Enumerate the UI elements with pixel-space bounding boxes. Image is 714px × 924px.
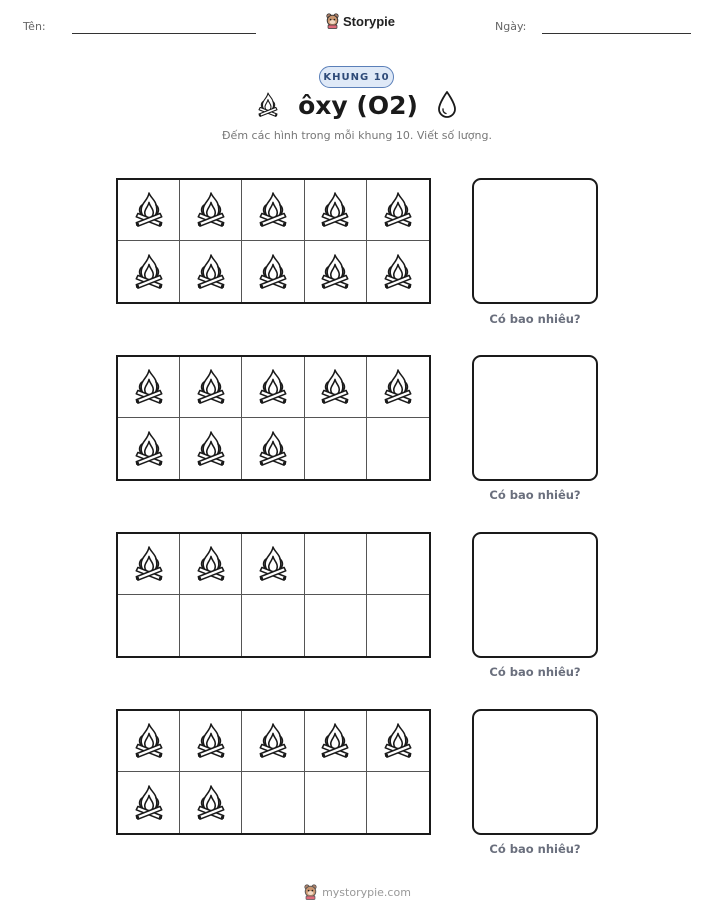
campfire-icon: [318, 252, 352, 292]
frame-cell: [180, 180, 242, 241]
campfire-icon: [132, 190, 166, 230]
storypie-mascot-icon: [303, 884, 318, 900]
ten-frame-4: [116, 709, 431, 835]
campfire-icon: [194, 367, 228, 407]
campfire-icon: [318, 721, 352, 761]
frame-cell: [118, 180, 180, 241]
frame-cell: [118, 357, 180, 418]
campfire-icon: [194, 252, 228, 292]
frame-cell: [242, 241, 304, 302]
campfire-icon: [256, 721, 290, 761]
campfire-icon: [194, 429, 228, 469]
frame-cell: [367, 595, 429, 656]
ten-frame-3: [116, 532, 431, 658]
frame-cell: [242, 357, 304, 418]
frame-cell: [118, 418, 180, 479]
instructions: Đếm các hình trong mỗi khung 10. Viết số lượng.: [222, 129, 492, 142]
frame-cell: [118, 241, 180, 302]
date-field[interactable]: [542, 33, 691, 34]
frame-cell: [367, 534, 429, 595]
frame-cell: [305, 241, 367, 302]
brand-name: Storypie: [343, 13, 396, 29]
campfire-icon: [318, 190, 352, 230]
frame-cell: [305, 180, 367, 241]
frame-cell: [180, 241, 242, 302]
frame-cell: [305, 711, 367, 772]
answer-box-2[interactable]: [472, 355, 598, 481]
question-label-2: Có bao nhiêu?: [489, 488, 581, 502]
frame-cell: [180, 534, 242, 595]
question-label-3: Có bao nhiêu?: [489, 665, 581, 679]
campfire-icon: [132, 367, 166, 407]
frame-cell: [180, 711, 242, 772]
frame-cell: [118, 772, 180, 833]
footer: [0, 884, 714, 900]
frame-cell: [242, 595, 304, 656]
campfire-icon: [132, 252, 166, 292]
campfire-icon: [256, 429, 290, 469]
frame-cell: [305, 595, 367, 656]
campfire-icon: [194, 721, 228, 761]
frame-cell: [242, 180, 304, 241]
footer-url: mystorypie.com: [322, 885, 411, 899]
ten-frame-1: [116, 178, 431, 304]
campfire-icon: [194, 190, 228, 230]
frame-cell: [305, 357, 367, 418]
frame-cell: [242, 711, 304, 772]
frame-cell: [118, 595, 180, 656]
frame-cell: [367, 241, 429, 302]
frame-cell: [367, 357, 429, 418]
frame-cell: [180, 418, 242, 479]
question-label-4: Có bao nhiêu?: [489, 842, 581, 856]
campfire-icon: [256, 91, 280, 119]
campfire-icon: [381, 721, 415, 761]
storypie-mascot-icon: [325, 13, 340, 29]
date-label: Ngày:: [495, 20, 527, 33]
campfire-icon: [132, 783, 166, 823]
frame-cell: [305, 418, 367, 479]
worksheet-type-badge: KHUNG 10: [319, 66, 394, 88]
name-label: Tên:: [23, 20, 46, 33]
campfire-icon: [194, 544, 228, 584]
answer-box-3[interactable]: [472, 532, 598, 658]
frame-cell: [118, 711, 180, 772]
frame-cell: [242, 772, 304, 833]
brand-logo: [325, 13, 395, 29]
frame-cell: [305, 772, 367, 833]
frame-cell: [242, 418, 304, 479]
campfire-icon: [132, 544, 166, 584]
frame-cell: [305, 534, 367, 595]
title-row: [0, 90, 714, 120]
frame-cell: [180, 595, 242, 656]
campfire-icon: [318, 367, 352, 407]
campfire-icon: [256, 190, 290, 230]
frame-cell: [367, 418, 429, 479]
question-label-1: Có bao nhiêu?: [489, 312, 581, 326]
campfire-icon: [381, 190, 415, 230]
campfire-icon: [132, 721, 166, 761]
water-drop-icon: [436, 90, 458, 120]
ten-frame-2: [116, 355, 431, 481]
campfire-icon: [256, 367, 290, 407]
frame-cell: [367, 711, 429, 772]
campfire-icon: [381, 252, 415, 292]
campfire-icon: [256, 252, 290, 292]
campfire-icon: [381, 367, 415, 407]
answer-box-1[interactable]: [472, 178, 598, 304]
name-field[interactable]: [72, 33, 256, 34]
answer-box-4[interactable]: [472, 709, 598, 835]
frame-cell: [367, 772, 429, 833]
campfire-icon: [132, 429, 166, 469]
frame-cell: [180, 357, 242, 418]
page-title: ôxy (O2): [298, 90, 418, 120]
frame-cell: [180, 772, 242, 833]
frame-cell: [367, 180, 429, 241]
frame-cell: [242, 534, 304, 595]
frame-cell: [118, 534, 180, 595]
campfire-icon: [256, 544, 290, 584]
campfire-icon: [194, 783, 228, 823]
